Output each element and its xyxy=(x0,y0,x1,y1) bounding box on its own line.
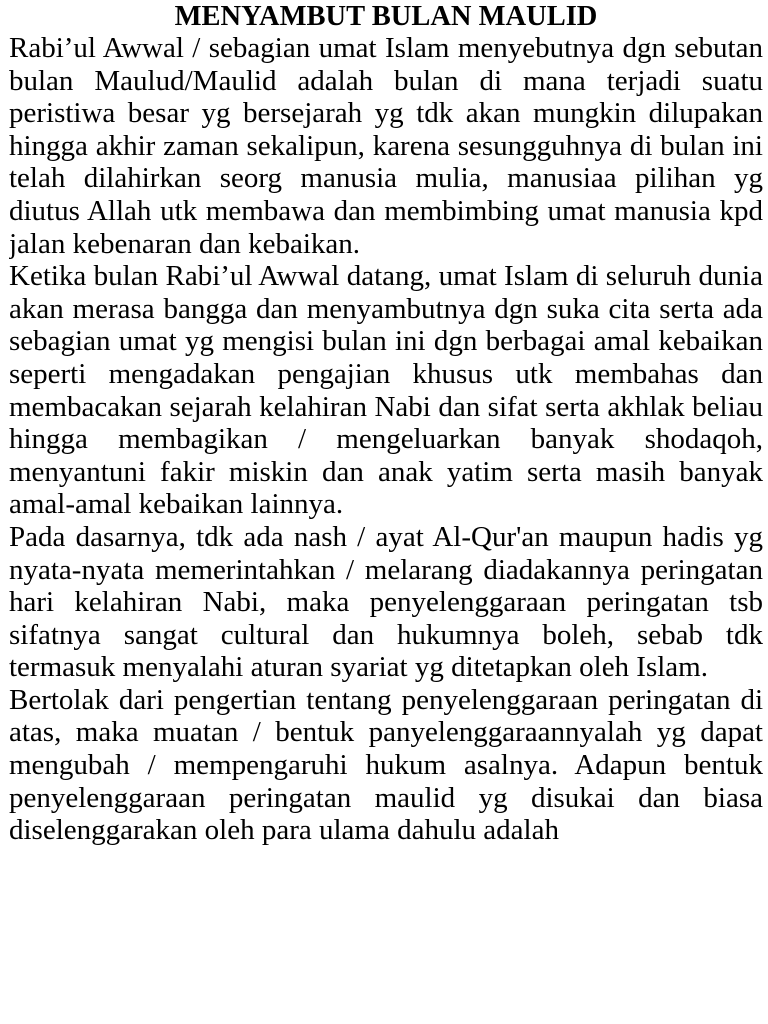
document-page xyxy=(9,0,763,1024)
document-title: MENYAMBUT BULAN MAULID xyxy=(174,1,598,32)
paragraph-4: Bertolak dari pengertian tentang penyelenggaraan peringatan di atas, maka muatan / bentuk panyelenggaraannyalah yg dapat mengubah / mempengaruhi hukum asalnya. Adapun bentuk penyelenggaraan peringatan maulid yg disukai dan biasa diselenggarakan oleh para ulama dahulu adalah xyxy=(9,683,763,847)
paragraph-1: Rabi’ul Awwal / sebagian umat Islam menyebutnya dgn sebutan bulan Maulud/Maulid adalah bulan di mana terjadi suatu peristiwa besar yg bersejarah yg tdk akan mungkin dilupakan hingga akhir zaman sekalipun, karena sesungguhnya di bulan ini telah dilahirkan seorg manusia mulia, manusiaa pilihan yg diutus Allah utk membawa dan membimbing umat manusia kpd jalan kebenaran dan kebaikan. xyxy=(9,32,763,260)
paragraph-3: Pada dasarnya, tdk ada nash / ayat Al-Qur'an maupun hadis yg nyata-nyata memerintahkan / melarang diadakannya peringatan hari kelahiran Nabi, maka penyelenggaraan peringatan tsb sifatnya sangat cultural dan hukumnya boleh, sebab tdk termasuk menyalahi aturan syariat yg ditetapkan oleh Islam. xyxy=(9,520,763,684)
paragraph-2: Ketika bulan Rabi’ul Awwal datang, umat Islam di seluruh dunia akan merasa bangga dan menyambutnya dgn suka cita serta ada sebagian umat yg mengisi bulan ini dgn berbagai amal kebaikan seperti mengadakan pengajian khusus utk membahas dan membacakan sejarah kelahiran Nabi dan sifat serta akhlak beliau hingga membagikan / mengeluarkan banyak shodaqoh, menyantuni fakir miskin dan anak yatim serta masih banyak amal-amal kebaikan lainnya. xyxy=(9,260,763,521)
